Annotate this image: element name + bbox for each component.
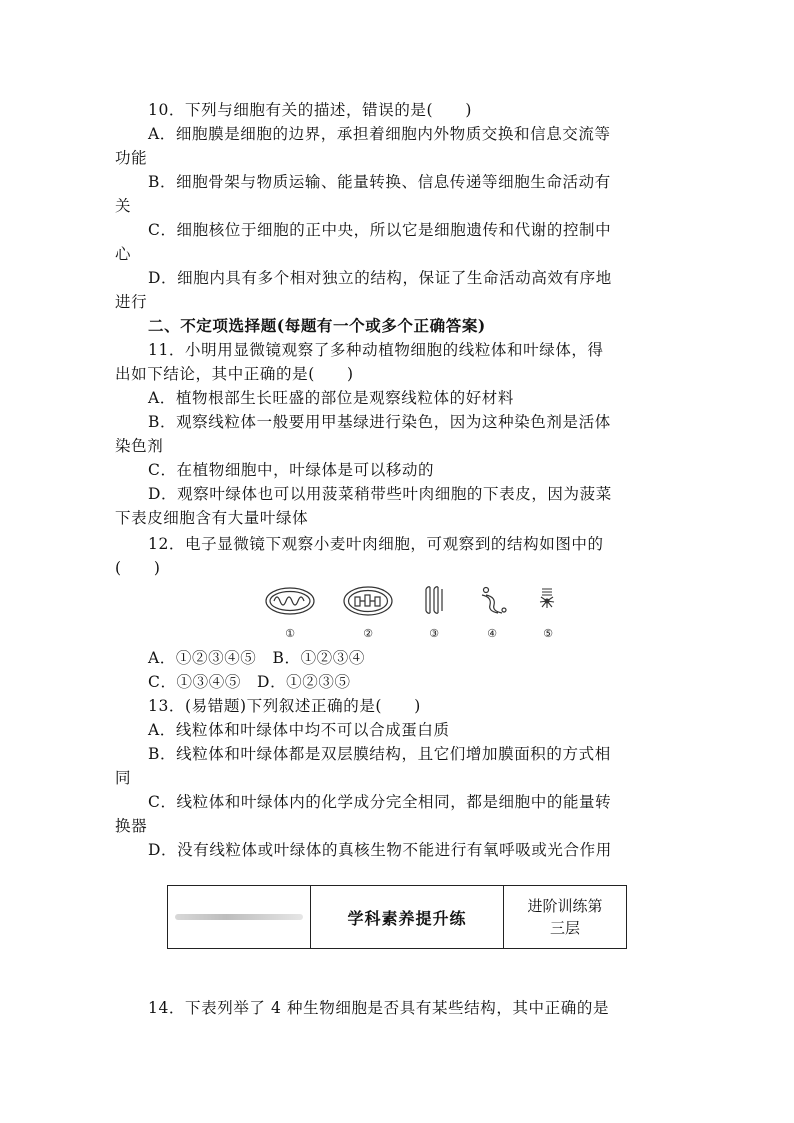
q11-option-b-cont: 染色剂	[115, 437, 164, 455]
q11-option-d-cont: 下表皮细胞含有大量叶绿体	[115, 509, 309, 527]
q13-option-b-cont: 同	[115, 769, 132, 787]
q13-option-b: B．线粒体和叶绿体都是双层膜结构，且它们增加膜面积的方式相	[148, 745, 611, 763]
q10-option-c-cont: 心	[115, 245, 132, 263]
banner-title: 学科素养提升练	[311, 886, 504, 948]
q12-stem-cont: ( )	[115, 559, 161, 577]
figure-label-4: ④	[487, 627, 497, 640]
q11-option-a: A．植物根部生长旺盛的部位是观察线粒体的好材料	[148, 389, 514, 407]
q10-option-a-cont: 功能	[115, 149, 148, 167]
banner-level-line2: 三层	[549, 919, 580, 937]
chloroplast-icon	[344, 587, 392, 615]
q12-options-ab: A．①②③④⑤ B．①②③④	[148, 649, 365, 667]
q10-option-a: A．细胞膜是细胞的边界，承担着细胞内外物质交换和信息交流等	[148, 125, 611, 143]
organelle-illustration	[262, 585, 572, 643]
q10-option-c: C．细胞核位于细胞的正中央，所以它是细胞遗传和代谢的控制中	[148, 221, 612, 239]
q12-options-cd: C．①③④⑤ D．①②③⑤	[148, 673, 351, 691]
section-banner	[167, 885, 627, 949]
q13-option-a: A．线粒体和叶绿体中均不可以合成蛋白质	[148, 721, 450, 739]
figure-label-5: ⑤	[543, 627, 553, 640]
organelle-figure	[262, 585, 572, 643]
q13-stem: 13．(易错题)下列叙述正确的是( )	[148, 697, 421, 715]
figure-label-1: ①	[285, 627, 295, 640]
q10-option-d-cont: 进行	[115, 293, 148, 311]
q11-option-b: B．观察线粒体一般要用甲基绿进行染色，因为这种染色剂是活体	[148, 413, 611, 431]
q11-option-d: D．观察叶绿体也可以用菠菜稍带些叶肉细胞的下表皮，因为菠菜	[148, 485, 612, 503]
banner-level	[504, 886, 626, 948]
q13-option-d: D．没有线粒体或叶绿体的真核生物不能进行有氧呼吸或光合作用	[148, 841, 612, 859]
q12-stem: 12．电子显微镜下观察小麦叶肉细胞，可观察到的结构如图中的	[148, 535, 604, 553]
decorative-bar	[175, 914, 303, 920]
q13-option-c: C．线粒体和叶绿体内的化学成分完全相同，都是细胞中的能量转	[148, 793, 612, 811]
centrosome-icon	[540, 589, 554, 608]
figure-label-2: ②	[363, 627, 373, 640]
banner-decoration	[168, 886, 311, 948]
section-heading: 二、不定项选择题(每题有一个或多个正确答案)	[148, 316, 486, 335]
q10-option-b: B．细胞骨架与物质运输、能量转换、信息传递等细胞生命活动有	[148, 173, 611, 191]
q11-stem: 11．小明用显微镜观察了多种动植物细胞的线粒体和叶绿体，得	[148, 341, 604, 359]
golgi-icon	[426, 587, 442, 614]
q10-stem: 10．下列与细胞有关的描述，错误的是( )	[148, 101, 473, 119]
q10-option-d: D．细胞内具有多个相对独立的结构，保证了生命活动高效有序地	[148, 269, 612, 287]
q11-stem-cont: 出如下结论，其中正确的是( )	[115, 365, 354, 383]
mitochondrion-icon	[266, 588, 314, 614]
figure-label-3: ③	[429, 627, 439, 640]
er-icon	[482, 588, 506, 614]
q14-stem: 14．下表列举了 4 种生物细胞是否具有某些结构，其中正确的是	[148, 999, 610, 1017]
banner-level-line1: 进阶训练第	[527, 897, 603, 915]
q13-option-c-cont: 换器	[115, 817, 148, 835]
q10-option-b-cont: 关	[115, 197, 132, 215]
q11-option-c: C．在植物细胞中，叶绿体是可以移动的	[148, 461, 435, 479]
